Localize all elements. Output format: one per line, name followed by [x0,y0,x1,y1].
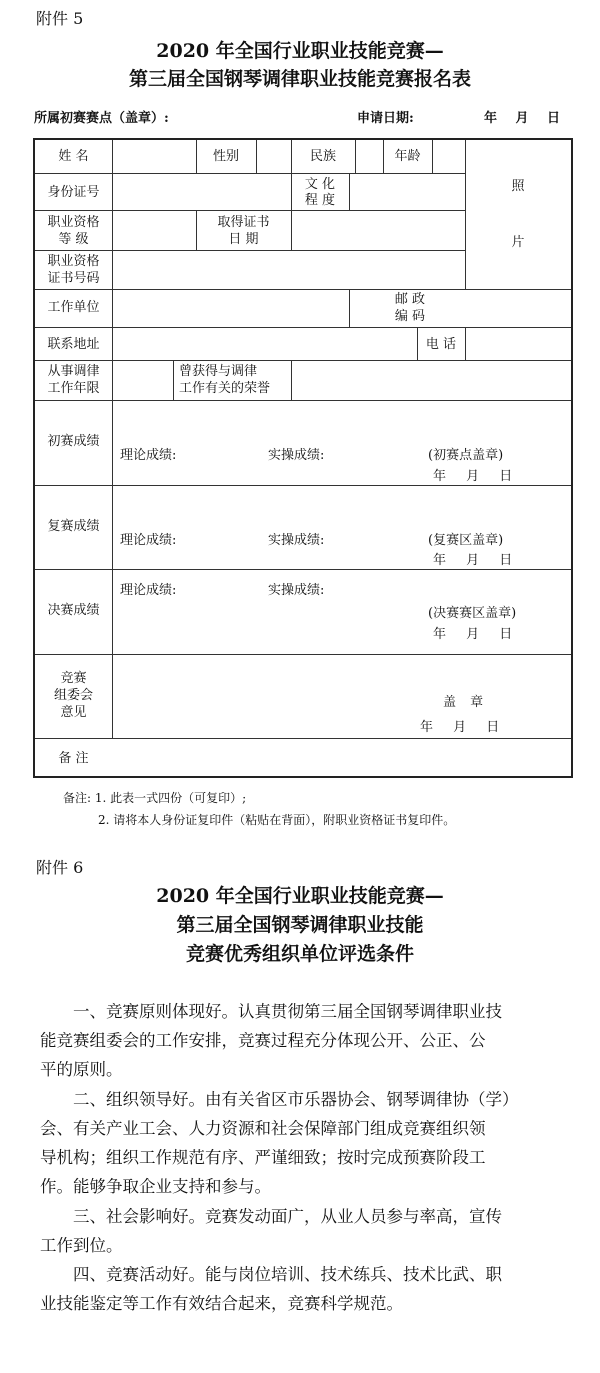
final-date: 年 月 日 [433,627,513,642]
attachment-6-label: 附件 6 [36,858,84,877]
criteria-p2-l2: 会、有关产业工会、人力资源和社会保障部门组成竞赛组织领 [40,1119,486,1138]
form-note-2: 2. 请将本人身份证复印件（粘贴在背面），附职业资格证书复印件。 [98,813,456,827]
preliminary-point-label: 所属初赛赛点（盖章）: [34,111,169,126]
criteria-p3-l2: 工作到位。 [40,1236,123,1255]
criteria-p2-l1: 二、组织领导好。由有关省区市乐器协会、钢琴调律协（学） [73,1090,519,1109]
criteria-p4-l1: 四、竞赛活动好。能与岗位培训、技术练兵、技术比武、职 [73,1265,502,1284]
cert-number-label-2: 证书号码 [47,271,100,286]
postcode-label-1: 邮 政 [394,292,426,307]
criteria-p2-l4: 作。能够争取企业支持和参与。 [40,1177,271,1196]
address-label: 联系地址 [47,337,100,352]
committee-date: 年 月 日 [420,720,500,735]
prelim-stamp-label: (初赛点盖章) [428,448,504,463]
attachment-label: 附件 5 [36,9,84,28]
semi-score-label: 复赛成绩 [47,519,100,534]
years-label-2: 工作年限 [47,381,100,396]
criteria-title-line2: 第三届全国钢琴调律职业技能 [176,914,424,936]
prelim-practice-label: 实操成绩: [268,448,325,463]
semi-stamp-label: (复赛区盖章) [428,533,504,548]
remarks-label: 备 注 [58,751,89,766]
criteria-p1-l2: 能竞赛组委会的工作安排，竞赛过程充分体现公开、公正、公 [40,1031,486,1050]
criteria-p2-l3: 导机构；组织工作规范有序、严谨细致；按时完成预赛阶段工 [40,1148,486,1167]
honors-label-2: 工作有关的荣誉 [179,381,271,396]
qualification-level-label-1: 职业资格 [47,215,100,230]
gender-label: 性别 [212,149,239,164]
cert-date-label-1: 取得证书 [217,215,270,230]
cert-date-label-2: 日 期 [228,232,259,247]
final-practice-label: 实操成绩: [268,583,325,598]
apply-date-ymd: 年 月 日 [484,111,561,126]
committee-stamp-label: 盖 章 [443,695,484,710]
criteria-p4-l2: 业技能鉴定等工作有效结合起来，竞赛科学规范。 [40,1294,403,1313]
apply-date-label: 申请日期: [357,111,414,126]
education-label-1: 文 化 [304,177,336,192]
ethnicity-label: 民族 [309,149,336,164]
photo-label-1: 照 [511,179,525,194]
criteria-title-line1: 2020 年全国行业职业技能竞赛— [156,885,444,907]
id-number-label: 身份证号 [47,185,100,200]
years-label-1: 从事调律 [47,364,100,379]
committee-label-2: 组委会 [53,688,93,703]
semi-theory-label: 理论成绩: [120,533,177,548]
education-label-2: 程 度 [304,193,336,208]
criteria-p3-l1: 三、社会影响好。竞赛发动面广，从业人员参与率高，宣传 [73,1207,502,1226]
qualification-level-label-2: 等 级 [58,232,89,247]
photo-label-2: 片 [511,235,525,250]
workplace-label: 工作单位 [47,300,100,315]
cert-number-label-1: 职业资格 [47,254,100,269]
honors-label-1: 曾获得与调律 [179,364,258,379]
form-title-line2: 第三届全国钢琴调律职业技能竞赛报名表 [128,68,471,90]
prelim-date: 年 月 日 [433,469,513,484]
postcode-label-2: 编 码 [394,309,426,324]
name-label: 姓 名 [58,149,89,164]
phone-label: 电 话 [425,337,457,352]
registration-form [33,138,573,778]
form-note-1: 备注: 1. 此表一式四份（可复印）; [63,791,247,805]
semi-practice-label: 实操成绩: [268,533,325,548]
age-label: 年龄 [394,149,421,164]
prelim-score-label: 初赛成绩 [47,434,100,449]
form-title-line1: 2020 年全国行业职业技能竞赛— [156,40,444,62]
final-stamp-label: (决赛赛区盖章) [428,606,517,621]
committee-label-3: 意见 [60,705,87,720]
final-score-label: 决赛成绩 [47,603,100,618]
criteria-p1-l1: 一、竞赛原则体现好。认真贯彻第三届全国钢琴调律职业技 [73,1002,502,1021]
prelim-theory-label: 理论成绩: [120,448,177,463]
semi-date: 年 月 日 [433,553,513,568]
final-theory-label: 理论成绩: [120,583,177,598]
criteria-p1-l3: 平的原则。 [40,1060,123,1079]
committee-label-1: 竞赛 [60,671,87,686]
criteria-title-line3: 竞赛优秀组织单位评选条件 [185,943,414,965]
